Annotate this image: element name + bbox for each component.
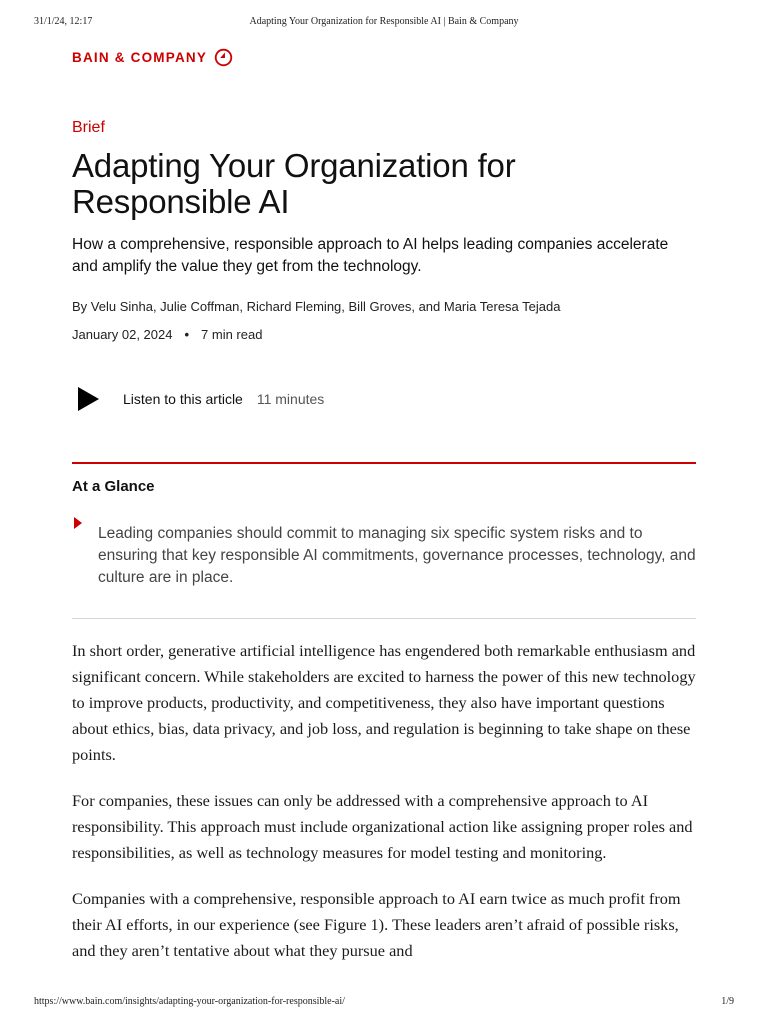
print-timestamp: 31/1/24, 12:17 xyxy=(34,16,93,27)
brand-logo-icon xyxy=(214,48,233,67)
print-page-title: Adapting Your Organization for Responsible AI | Bain & Company xyxy=(249,16,519,27)
caret-right-icon xyxy=(74,517,82,529)
at-a-glance-item: Leading companies should commit to managing six specific system risks and to ensuring that key responsible AI commitments, governance processes, technology, and culture are in place. xyxy=(98,525,696,586)
body-paragraph: Companies with a comprehensive, responsible approach to AI earn twice as much profit from their AI efforts, in our experience (see Figure 1). These leaders aren’t afraid of possible risks, and they aren’t tentative about what they pursue and xyxy=(72,889,681,960)
article-meta xyxy=(72,326,696,344)
play-icon[interactable] xyxy=(76,386,100,412)
page-title xyxy=(72,148,696,220)
article-subtitle: How a comprehensive, responsible approach to AI helps leading companies accelerate and amplify the value they get from the technology. xyxy=(72,236,669,275)
print-url: https://www.bain.com/insights/adapting-your-organization-for-responsible-ai/ xyxy=(34,996,345,1007)
article-date: January 02, 2024 xyxy=(72,327,173,342)
article-header xyxy=(72,118,696,344)
body-paragraph: In short order, generative artificial intelligence has engendered both remarkable enthusiasm and significant concern. While stakeholders are excited to harness the power of this new technology to improve products, productivity, and competitiveness, they also have important questions about ethics, bias, data privacy, and job loss, and regulation is beginning to take shape on these points. xyxy=(72,641,696,764)
article-authors: By Velu Sinha, Julie Coffman, Richard Fleming, Bill Groves, and Maria Teresa Tejada xyxy=(72,299,561,314)
at-a-glance-heading: At a Glance xyxy=(72,478,155,495)
listen-label[interactable]: Listen to this article xyxy=(123,391,243,407)
article-category[interactable]: Brief xyxy=(72,119,105,136)
meta-separator: • xyxy=(184,327,190,342)
brand-logo[interactable] xyxy=(72,48,233,67)
article-read-time: 7 min read xyxy=(201,327,263,342)
section-divider-gray xyxy=(72,618,696,619)
print-page-number: 1/9 xyxy=(721,996,734,1007)
brand-logo-text: BAIN & COMPANY xyxy=(72,50,208,65)
article-body xyxy=(72,638,696,984)
title-line-2: Responsible AI xyxy=(72,183,290,220)
audio-player xyxy=(76,386,324,412)
section-divider-red xyxy=(72,462,696,464)
audio-duration: 11 minutes xyxy=(256,391,325,407)
body-paragraph: For companies, these issues can only be addressed with a comprehensive approach to AI responsibility. This approach must include organizational action like assigning proper roles and responsibilities, as well as technology measures for model testing and monitoring. xyxy=(72,791,693,862)
title-line-1: Adapting Your Organization for xyxy=(72,147,516,184)
